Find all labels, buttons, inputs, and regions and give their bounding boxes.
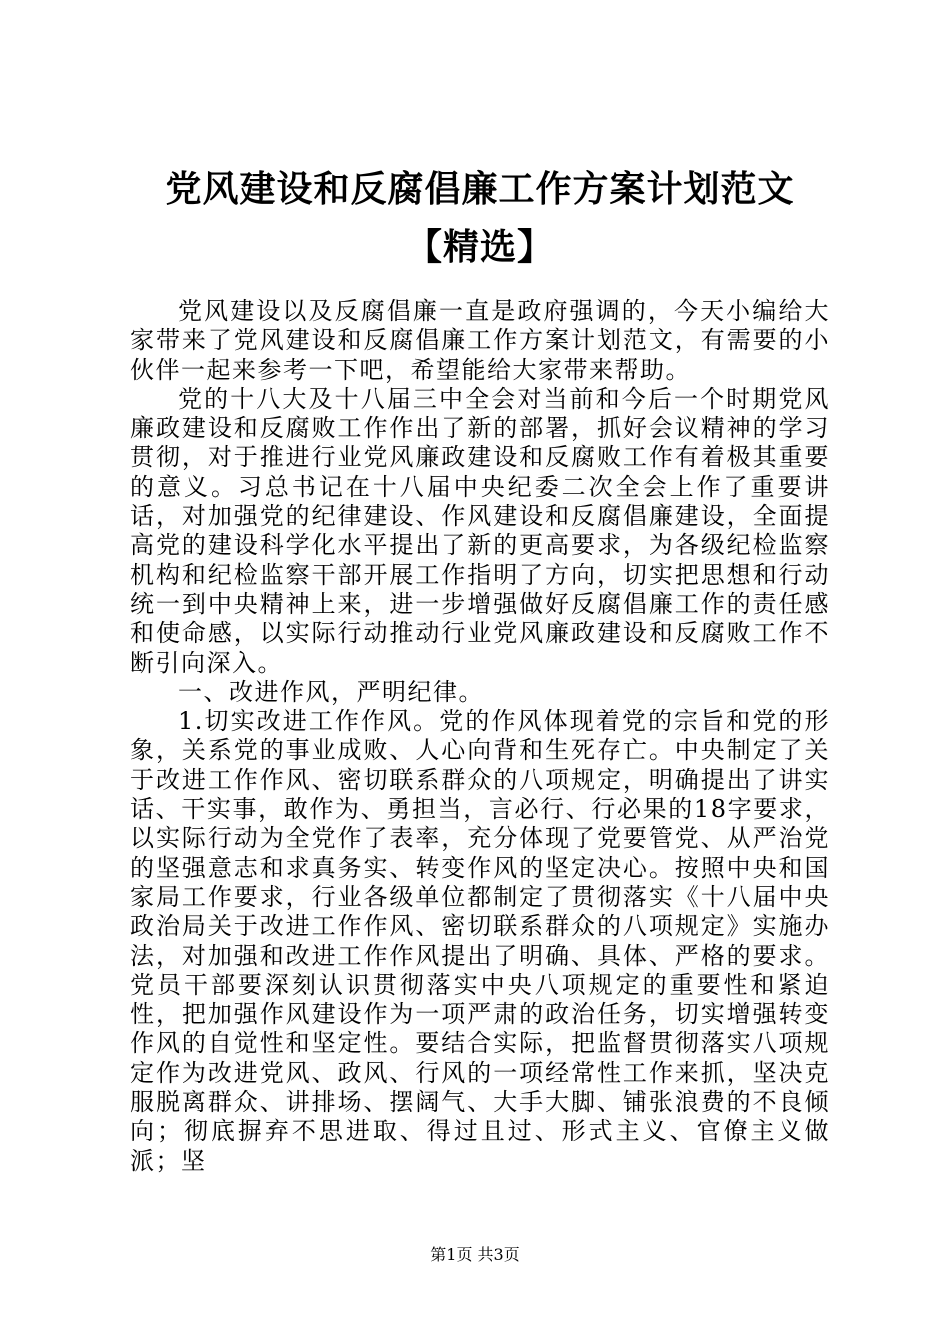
paragraph-intro: 党风建设以及反腐倡廉一直是政府强调的，今天小编给大家带来了党风建设和反腐倡廉工作方案计划范文，有需要的小伙伴一起来参考一下吧，希望能给大家带来帮助。 bbox=[130, 297, 830, 384]
paragraph-background: 党的十八大及十八届三中全会对当前和今后一个时期党风廉政建设和反腐败工作作出了新的部署，抓好会议精神的学习贯彻，对于推进行业党风廉政建设和反腐败工作有着极其重要的意义。习总书记在十八届中央纪委二次全会上作了重要讲话，对加强党的纪律建设、作风建设和反腐倡廉建设，全面提高党的建设科学化水平提出了新的更高要求，为各级纪检监察机构和纪检监察干部开展工作指明了方向，切实把思想和行动统一到中央精神上来，进一步增强做好反腐倡廉工作的责任感和使命感，以实际行动推动行业党风廉政建设和反腐败工作不断引向深入。 bbox=[130, 384, 830, 677]
document-title: 党风建设和反腐倡廉工作方案计划范文【精选】 bbox=[165, 168, 795, 268]
document-body bbox=[130, 297, 830, 1176]
section-heading-1: 一、改进作风，严明纪律。 bbox=[178, 677, 484, 706]
page-footer: 第1页 共3页 bbox=[430, 1245, 520, 1264]
paragraph-item-1: 1.切实改进工作作风。党的作风体现着党的宗旨和党的形象，关系党的事业成败、人心向背和生死存亡。中央制定了关于改进工作作风、密切联系群众的八项规定，明确提出了讲实话、干实事，敢作为、勇担当，言必行、行必果的18字要求，以实际行动为全党作了表率，充分体现了党要管党、从严治党的坚强意志和求真务实、转变作风的坚定决心。按照中央和国家局工作要求，行业各级单位都制定了贯彻落实《十八届中央政治局关于改进工作作风、密切联系群众的八项规定》实施办法，对加强和改进工作作风提出了明确、具体、严格的要求。党员干部要深刻认识贯彻落实中央八项规定的重要性和紧迫性，把加强作风建设作为一项严肃的政治任务，切实增强转变作风的自觉性和坚定性。要结合实际，把监督贯彻落实八项规定作为改进党风、政风、行风的一项经常性工作来抓，坚决克服脱离群众、讲排场、摆阔气、大手大脚、铺张浪费的不良倾向；彻底摒弃不思进取、得过且过、形式主义、官僚主义做派；坚 bbox=[130, 707, 830, 1175]
